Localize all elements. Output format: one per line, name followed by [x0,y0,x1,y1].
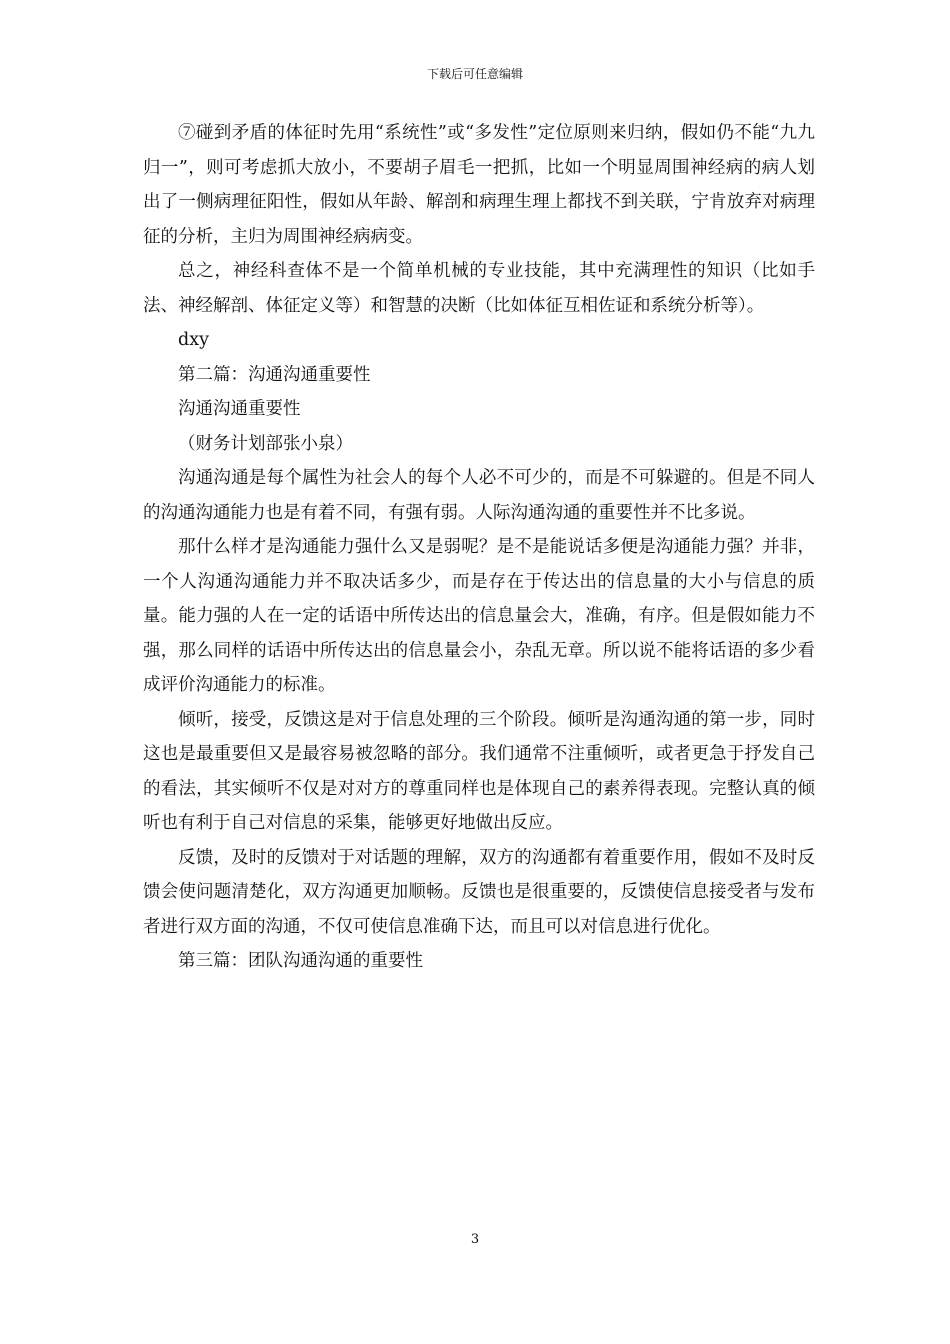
paragraph-summary: 总之，神经科查体不是一个简单机械的专业技能，其中充满理性的知识（比如手法、神经解剖、体征定义等）和智慧的决断（比如体征互相佐证和系统分析等）。 [143,261,815,316]
paragraph-listening: 倾听，接受，反馈这是对于信息处理的三个阶段。倾听是沟通沟通的第一步，同时这也是最重要但又是最容易被忽略的部分。我们通常不注重倾听，或者更急于抒发自己的看法，其实倾听不仅是对对方的尊重同样也是体现自己的素养得表现。完整认真的倾听也有利于自己对信息的采集，能够更好地做出反应。 [143,709,815,833]
section-heading-part-3: 第三篇：团队沟通沟通的重要性 [178,951,423,971]
article-author: （财务计划部张小泉） [178,433,353,454]
page-number: 3 [470,1232,480,1247]
paragraph-intro: 沟通沟通是每个属性为社会人的每个人必不可少的，而是不可躲避的。但是不同人的沟通沟通能力也是有着不同，有强有弱。人际沟通沟通的重要性并不比多说。 [143,468,815,523]
paragraph-principle-7: ⑦碰到矛盾的体征时先用“系统性”或“多发性”定位原则来归纳，假如仍不能“九九归一”，则可考虑抓大放小，不要胡子眉毛一把抓，比如一个明显周围神经病的病人划出了一侧病理征阳性，假如从年龄、解剖和病理生理上都找不到关联，宁肯放弃对病理征的分析，主归为周围神经病病变。 [143,123,815,247]
document-body [143,116,815,979]
section-heading-part-2: 第二篇：沟通沟通重要性 [178,364,371,385]
paragraph-source: dxy [178,330,209,350]
paragraph-feedback: 反馈，及时的反馈对于对话题的理解，双方的沟通都有着重要作用，假如不及时反馈会使问题清楚化，双方沟通更加顺畅。反馈也是很重要的，反馈使信息接受者与发布者进行双方面的沟通，不仅可使信息准确下达，而且可以对信息进行优化。 [143,847,815,937]
article-title: 沟通沟通重要性 [178,399,301,419]
page-header: 下载后可任意编辑 [426,67,523,81]
paragraph-ability: 那什么样才是沟通能力强什么又是弱呢？是不是能说话多便是沟通能力强？并非，一个人沟通沟通能力并不取决话多少，而是存在于传达出的信息量的大小与信息的质量。能力强的人在一定的话语中所传达出的信息量会大，准确，有序。但是假如能力不强，那么同样的话语中所传达出的信息量会小，杂乱无章。所以说不能将话语的多少看成评价沟通能力的标准。 [143,537,815,695]
